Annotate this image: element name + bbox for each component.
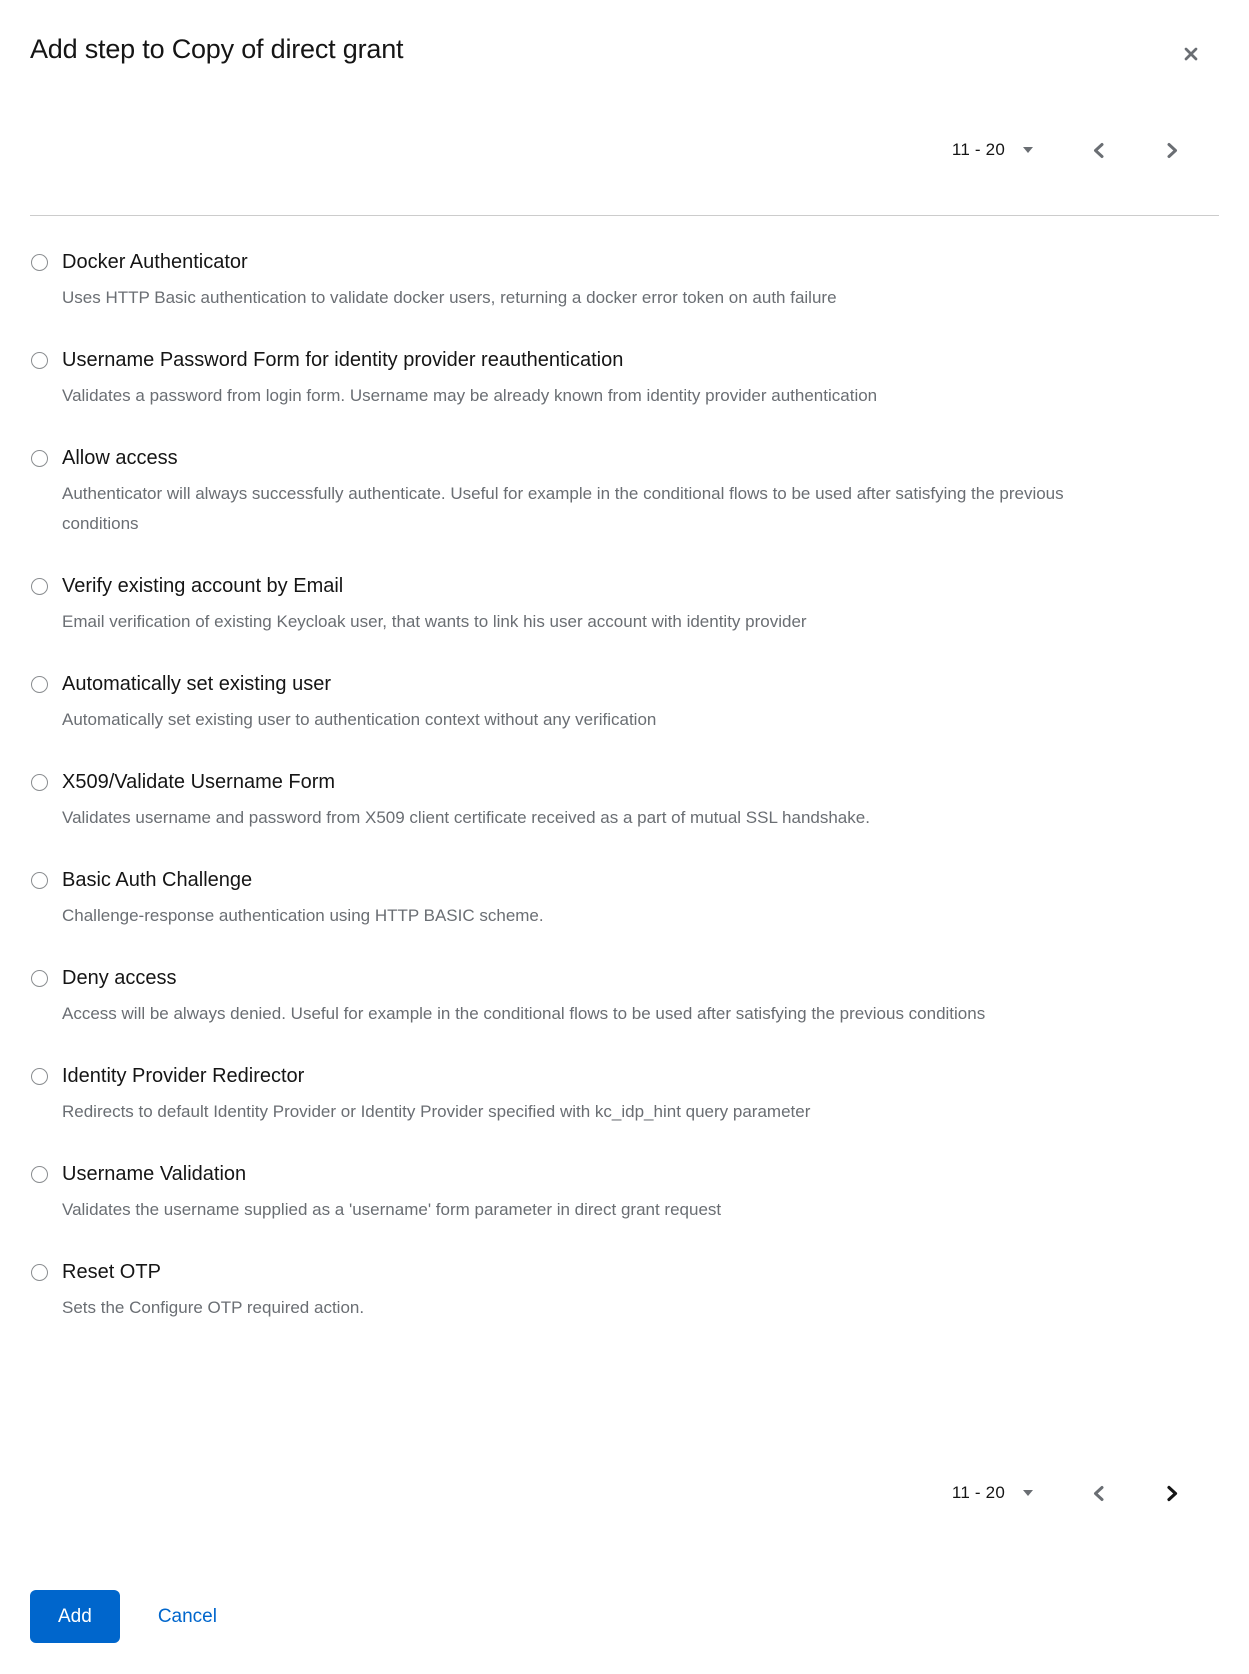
option-name: Basic Auth Challenge	[62, 869, 253, 891]
radio-button[interactable]	[31, 872, 48, 889]
radio-button[interactable]	[31, 352, 48, 369]
list-item	[31, 1063, 1193, 1127]
list-item	[31, 1259, 1193, 1323]
angle-left-icon	[1092, 1485, 1105, 1502]
caret-down-icon	[1022, 1489, 1034, 1497]
list-item	[31, 1161, 1193, 1225]
list-item	[31, 347, 1193, 411]
option-description: Sets the Configure OTP required action.	[62, 1298, 365, 1317]
list-item	[31, 769, 1193, 833]
option-name: Username Validation	[62, 1163, 247, 1185]
list-item	[31, 573, 1193, 637]
angle-right-icon	[1166, 1485, 1179, 1502]
option-description: Access will be always denied. Useful for example in the conditional flows to be used after satisfying the previous conditions	[62, 1004, 986, 1023]
per-page-range-label: 11 - 20	[951, 1483, 1005, 1502]
option-name: Reset OTP	[62, 1261, 161, 1283]
radio-button[interactable]	[31, 1264, 48, 1281]
option-name: Deny access	[62, 967, 177, 989]
radio-button[interactable]	[31, 970, 48, 987]
radio-button[interactable]	[31, 1166, 48, 1183]
options-list	[0, 216, 1249, 1323]
list-item	[31, 249, 1193, 313]
option-description: Automatically set existing user to authentication context without any verification	[62, 710, 657, 729]
option-name: X509/Validate Username Form	[62, 771, 336, 793]
per-page-toggle-button[interactable]	[1014, 1479, 1042, 1507]
list-item	[31, 445, 1193, 539]
per-page-range-label: 11 - 20	[951, 140, 1005, 159]
option-description: Validates a password from login form. Username may be already known from identity provider authentication	[62, 386, 878, 405]
next-page-button[interactable]	[1158, 1479, 1186, 1507]
pagination-bottom	[0, 1475, 1249, 1511]
list-item	[31, 965, 1193, 1029]
option-name: Automatically set existing user	[62, 673, 332, 695]
modal-title: Add step to Copy of direct grant	[30, 34, 404, 64]
list-item	[31, 867, 1193, 931]
option-description: Challenge-response authentication using HTTP BASIC scheme.	[62, 906, 544, 925]
option-name: Username Password Form for identity provider reauthentication	[62, 349, 624, 371]
radio-button[interactable]	[31, 254, 48, 271]
caret-down-icon	[1022, 146, 1034, 154]
option-name: Docker Authenticator	[62, 251, 248, 273]
option-name: Allow access	[62, 447, 178, 469]
prev-page-button[interactable]	[1084, 136, 1112, 164]
radio-button[interactable]	[31, 578, 48, 595]
pagination-top	[0, 132, 1249, 168]
radio-button[interactable]	[31, 774, 48, 791]
list-item	[31, 671, 1193, 735]
option-name: Verify existing account by Email	[62, 575, 344, 597]
option-description: Validates username and password from X509 client certificate received as a part of mutual SSL handshake.	[62, 808, 870, 827]
option-name: Identity Provider Redirector	[62, 1065, 305, 1087]
per-page-toggle-button[interactable]	[1014, 136, 1042, 164]
angle-right-icon	[1166, 142, 1179, 159]
radio-button[interactable]	[31, 676, 48, 693]
option-description: Authenticator will always successfully authenticate. Useful for example in the conditional flows to be used after satisfying the previous conditions	[62, 484, 1064, 533]
option-description: Redirects to default Identity Provider or Identity Provider specified with kc_idp_hint query parameter	[62, 1102, 811, 1121]
times-icon	[1183, 46, 1199, 62]
cancel-button[interactable]: Cancel	[157, 1605, 217, 1627]
option-description: Uses HTTP Basic authentication to validate docker users, returning a docker error token on auth failure	[62, 288, 837, 307]
radio-button[interactable]	[31, 450, 48, 467]
radio-button[interactable]	[31, 1068, 48, 1085]
add-button[interactable]: Add	[30, 1590, 120, 1643]
option-description: Email verification of existing Keycloak user, that wants to link his user account with identity provider	[62, 612, 807, 631]
prev-page-button[interactable]	[1084, 1479, 1112, 1507]
option-description: Validates the username supplied as a 'username' form parameter in direct grant request	[62, 1200, 722, 1219]
modal-footer	[0, 1590, 1249, 1643]
modal-header	[0, 0, 1249, 68]
close-button[interactable]	[1179, 42, 1203, 66]
angle-left-icon	[1092, 142, 1105, 159]
next-page-button[interactable]	[1158, 136, 1186, 164]
